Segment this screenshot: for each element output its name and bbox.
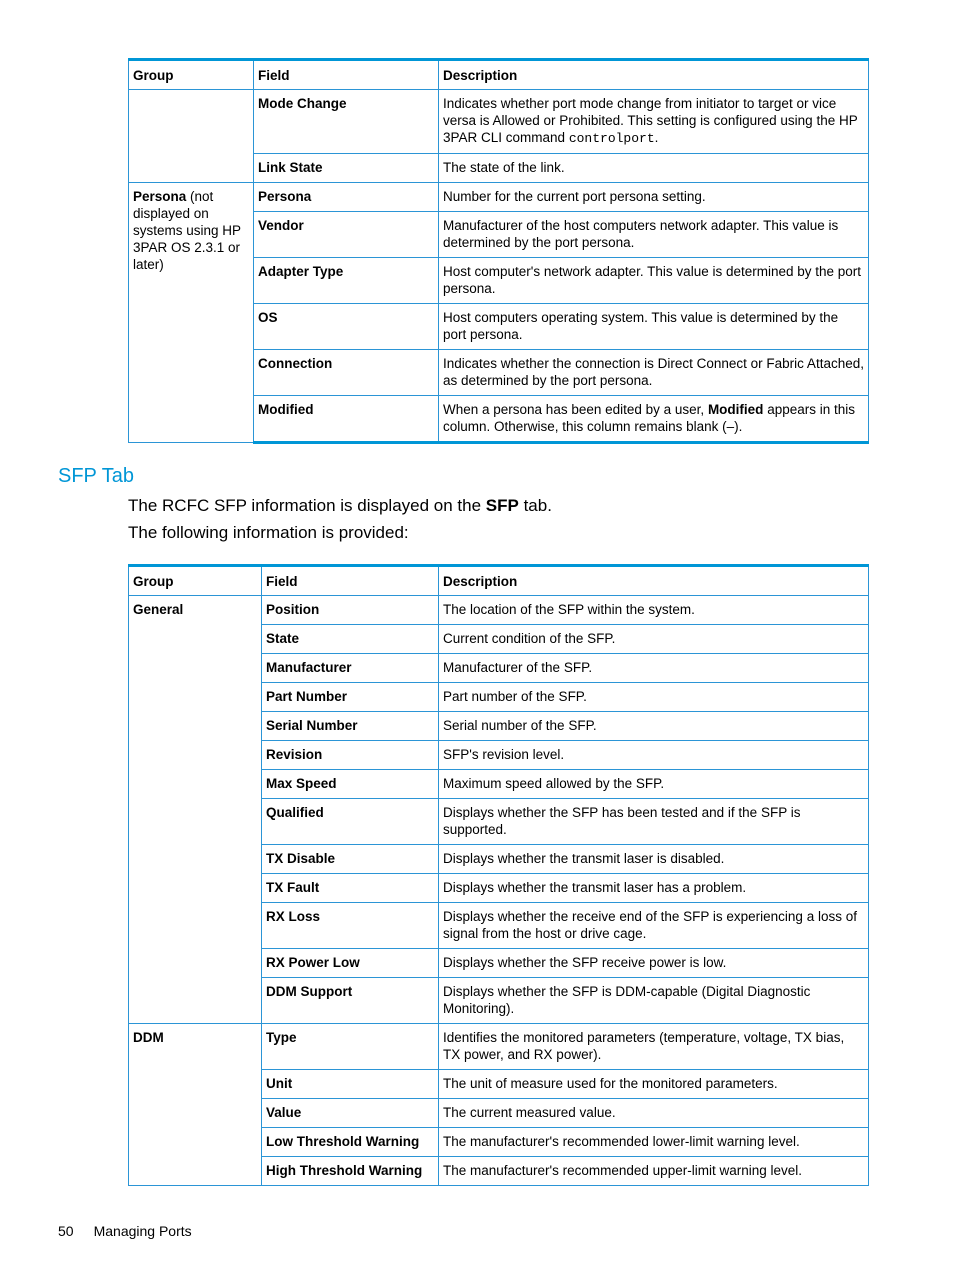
field-cell: OS: [254, 304, 439, 350]
table-row: [129, 596, 869, 625]
field-cell: Qualified: [262, 799, 439, 845]
persona-table: [128, 58, 869, 444]
group-cell-empty: [129, 90, 254, 183]
table-header-row: [129, 566, 869, 596]
field-cell: Mode Change: [254, 90, 439, 154]
group-cell: General: [129, 596, 262, 1024]
description-cell: The state of the link.: [439, 154, 869, 183]
description-cell: The manufacturer's recommended upper-limit warning level.: [439, 1157, 869, 1186]
section-paragraph: The following information is provided:: [128, 523, 409, 542]
field-cell: RX Power Low: [262, 949, 439, 978]
description-cell: When a persona has been edited by a user, Modified appears in this column. Otherwise, this column remains blank (–).: [439, 396, 869, 443]
description-cell: Host computers operating system. This value is determined by the port persona.: [439, 304, 869, 350]
group-cell-persona: Persona (not displayed on systems using HP 3PAR OS 2.3.1 or later): [129, 183, 254, 443]
field-cell: Link State: [254, 154, 439, 183]
cli-command: controlport: [568, 131, 655, 146]
description-cell: The location of the SFP within the system.: [439, 596, 869, 625]
description-cell: Serial number of the SFP.: [439, 712, 869, 741]
field-cell: Value: [262, 1099, 439, 1128]
description-cell: SFP's revision level.: [439, 741, 869, 770]
description-cell: Displays whether the SFP is DDM-capable (Digital Diagnostic Monitoring).: [439, 978, 869, 1024]
field-cell: TX Fault: [262, 874, 439, 903]
header-field: Field: [262, 566, 439, 596]
description-cell: Host computer's network adapter. This value is determined by the port persona.: [439, 258, 869, 304]
field-cell: Adapter Type: [254, 258, 439, 304]
field-cell: State: [262, 625, 439, 654]
field-cell: Low Threshold Warning: [262, 1128, 439, 1157]
field-cell: TX Disable: [262, 845, 439, 874]
field-cell: Position: [262, 596, 439, 625]
header-group: Group: [129, 60, 254, 90]
table-row: [129, 1024, 869, 1070]
field-cell: Vendor: [254, 212, 439, 258]
description-cell: Displays whether the transmit laser is disabled.: [439, 845, 869, 874]
description-cell: Current condition of the SFP.: [439, 625, 869, 654]
header-field: Field: [254, 60, 439, 90]
description-cell: Indicates whether the connection is Direct Connect or Fabric Attached, as determined by the port persona.: [439, 350, 869, 396]
header-description: Description: [439, 566, 869, 596]
field-cell: High Threshold Warning: [262, 1157, 439, 1186]
field-cell: DDM Support: [262, 978, 439, 1024]
field-cell: Serial Number: [262, 712, 439, 741]
header-group: Group: [129, 566, 262, 596]
field-cell: RX Loss: [262, 903, 439, 949]
page-footer: [58, 1223, 192, 1239]
description-cell: Displays whether the transmit laser has a problem.: [439, 874, 869, 903]
field-cell: Part Number: [262, 683, 439, 712]
field-cell: Max Speed: [262, 770, 439, 799]
field-cell: Persona: [254, 183, 439, 212]
description-cell: Identifies the monitored parameters (temperature, voltage, TX bias, TX power, and RX power).: [439, 1024, 869, 1070]
description-cell: Displays whether the SFP has been tested and if the SFP is supported.: [439, 799, 869, 845]
header-description: Description: [439, 60, 869, 90]
description-cell: Manufacturer of the SFP.: [439, 654, 869, 683]
section-title: SFP Tab: [58, 465, 134, 487]
table-row: [129, 90, 869, 154]
description-cell: Displays whether the SFP receive power is low.: [439, 949, 869, 978]
description-cell: Manufacturer of the host computers network adapter. This value is determined by the port persona.: [439, 212, 869, 258]
description-cell: Maximum speed allowed by the SFP.: [439, 770, 869, 799]
description-cell: Displays whether the receive end of the SFP is experiencing a loss of signal from the host or drive cage.: [439, 903, 869, 949]
sfp-table: [128, 564, 869, 1186]
field-cell: Unit: [262, 1070, 439, 1099]
description-cell: Indicates whether port mode change from initiator to target or vice versa is Allowed or Prohibited. This setting is configured using the HP 3PAR CLI command controlport.: [439, 90, 869, 154]
table-header-row: [129, 60, 869, 90]
chapter-title: Managing Ports: [93, 1223, 192, 1239]
description-cell: The unit of measure used for the monitored parameters.: [439, 1070, 869, 1099]
description-cell: Part number of the SFP.: [439, 683, 869, 712]
description-cell: The current measured value.: [439, 1099, 869, 1128]
section-paragraph: The RCFC SFP information is displayed on the SFP tab.: [128, 496, 552, 515]
page-number: 50: [58, 1223, 74, 1239]
field-cell: Manufacturer: [262, 654, 439, 683]
description-cell: Number for the current port persona setting.: [439, 183, 869, 212]
field-cell: Connection: [254, 350, 439, 396]
description-cell: The manufacturer's recommended lower-limit warning level.: [439, 1128, 869, 1157]
field-cell: Modified: [254, 396, 439, 443]
field-cell: Type: [262, 1024, 439, 1070]
field-cell: Revision: [262, 741, 439, 770]
table-row: [129, 183, 869, 212]
group-cell: DDM: [129, 1024, 262, 1186]
